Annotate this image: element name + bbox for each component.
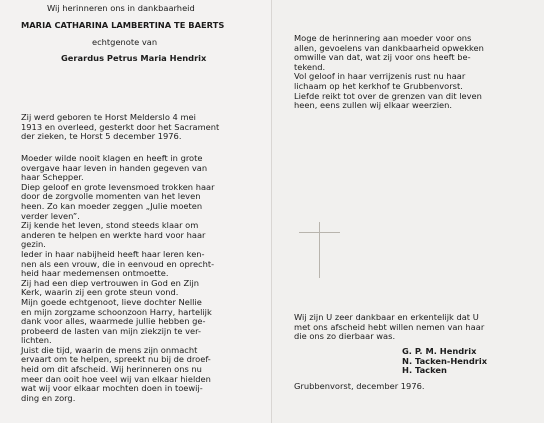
tribute-line: meer dan ooit hoe veel wij van elkaar hielden (21, 373, 211, 384)
thanks-paragraph (294, 313, 484, 342)
family-member: H. Tacken (402, 365, 447, 376)
place-date: Grubbenvorst, december 1976. (294, 381, 425, 391)
tribute-line: heen. Zo kan moeder zeggen „Julie moeten (21, 200, 203, 211)
prayer-line: omwille van dat, wat zij voor ons heeft be- (294, 52, 471, 63)
tribute-line: Ieder in haar nabijheid heeft haar leren ken- (21, 248, 205, 259)
cross-icon-bar (299, 232, 340, 233)
tribute-line: overgave haar leven in handen gegeven van (21, 162, 208, 173)
tribute-line: anderen te helpen en werkte hard voor haar (21, 229, 206, 240)
tribute-line: verder leven”. (21, 210, 80, 221)
birth-line: 1913 en overleed, gesterkt door het Sacrament (21, 121, 220, 132)
spouse-name: Gerardus Petrus Maria Hendrix (61, 53, 207, 63)
prayer-line: allen, gevoelens van dankbaarheid opwekken (294, 42, 484, 53)
prayer-line: heen, eens zullen wij elkaar weerzien. (294, 100, 453, 111)
birth-paragraph (21, 113, 219, 142)
intro-text: Wij herinneren ons in dankbaarheid (47, 3, 195, 13)
thanks-line: Wij zijn U zeer dankbaar en erkentelijk dat U (294, 312, 479, 322)
tribute-line: door de zorgvolle momenten van het leven (21, 191, 201, 202)
tribute-line: heid om dit afscheid. Wij herinneren ons nu (21, 364, 202, 375)
tribute-paragraph (21, 154, 215, 403)
prayer-line: Liefde reikt tot over de grenzen van dit leven (294, 90, 482, 101)
left-panel (0, 0, 271, 423)
tribute-line: heid haar medemensen ontmoette. (21, 268, 169, 279)
prayer-line: Vol geloof in haar verrijzenis rust nu haar (294, 71, 466, 82)
tribute-line: Juist die tijd, waarin de mens zijn onmacht (21, 344, 198, 355)
tribute-line: dank voor alles, waarmede jullie hebben ge- (21, 316, 206, 327)
birth-line: Zij werd geboren te Horst Melderslo 4 mei (21, 112, 196, 122)
tribute-line: nen als een vrouw, die in eenvoud en oprecht- (21, 258, 215, 269)
thanks-line: met ons afscheid hebt willen nemen van haar (294, 321, 485, 332)
tribute-line: haar Schepper. (21, 172, 84, 183)
tribute-line: probeerd de lasten van mijn ziekzijn te ver- (21, 325, 201, 336)
spouse-intro: echtgenote van (92, 37, 158, 47)
prayer-line: Moge de herinnering aan moeder voor ons (294, 33, 472, 43)
cross-icon (319, 222, 320, 278)
prayer-line: lichaam op het kerkhof te Grubbenvorst. (294, 80, 463, 91)
family-member: N. Tacken-Hendrix (402, 355, 488, 366)
prayer-paragraph (294, 34, 484, 111)
family-member: G. P. M. Hendrix (402, 346, 477, 356)
tribute-line: Zij kende het leven, stond steeds klaar om (21, 220, 199, 231)
birth-line: der zieken, te Horst 5 december 1976. (21, 131, 182, 142)
tribute-line: ervaart om te helpen, spreekt nu bij de droef- (21, 354, 211, 365)
thanks-line: die ons zo dierbaar was. (294, 331, 396, 342)
tribute-line: Mijn goede echtgenoot, lieve dochter Nellie (21, 296, 202, 307)
tribute-line: wat wij voor elkaar mochten doen in toewij- (21, 383, 203, 394)
deceased-name: MARIA CATHARINA LAMBERTINA TE BAERTS (21, 20, 225, 30)
tribute-line: Diep geloof en grote levensmoed trokken haar (21, 181, 215, 192)
tribute-line: Zij had een diep vertrouwen in God en Zijn (21, 277, 200, 288)
tribute-line: Moeder wilde nooit klagen en heeft in grote (21, 153, 203, 163)
right-panel (272, 0, 544, 423)
tribute-line: lichten. (21, 335, 52, 346)
tribute-line: ding en zorg. (21, 392, 76, 403)
tribute-line: Kerk, waarin zij een grote steun vond. (21, 287, 179, 298)
tribute-line: en mijn zorgzame schoonzoon Harry, hartelijk (21, 306, 212, 317)
prayer-line: tekend. (294, 61, 326, 72)
family-signatures (402, 347, 487, 376)
tribute-line: gezin. (21, 239, 46, 250)
